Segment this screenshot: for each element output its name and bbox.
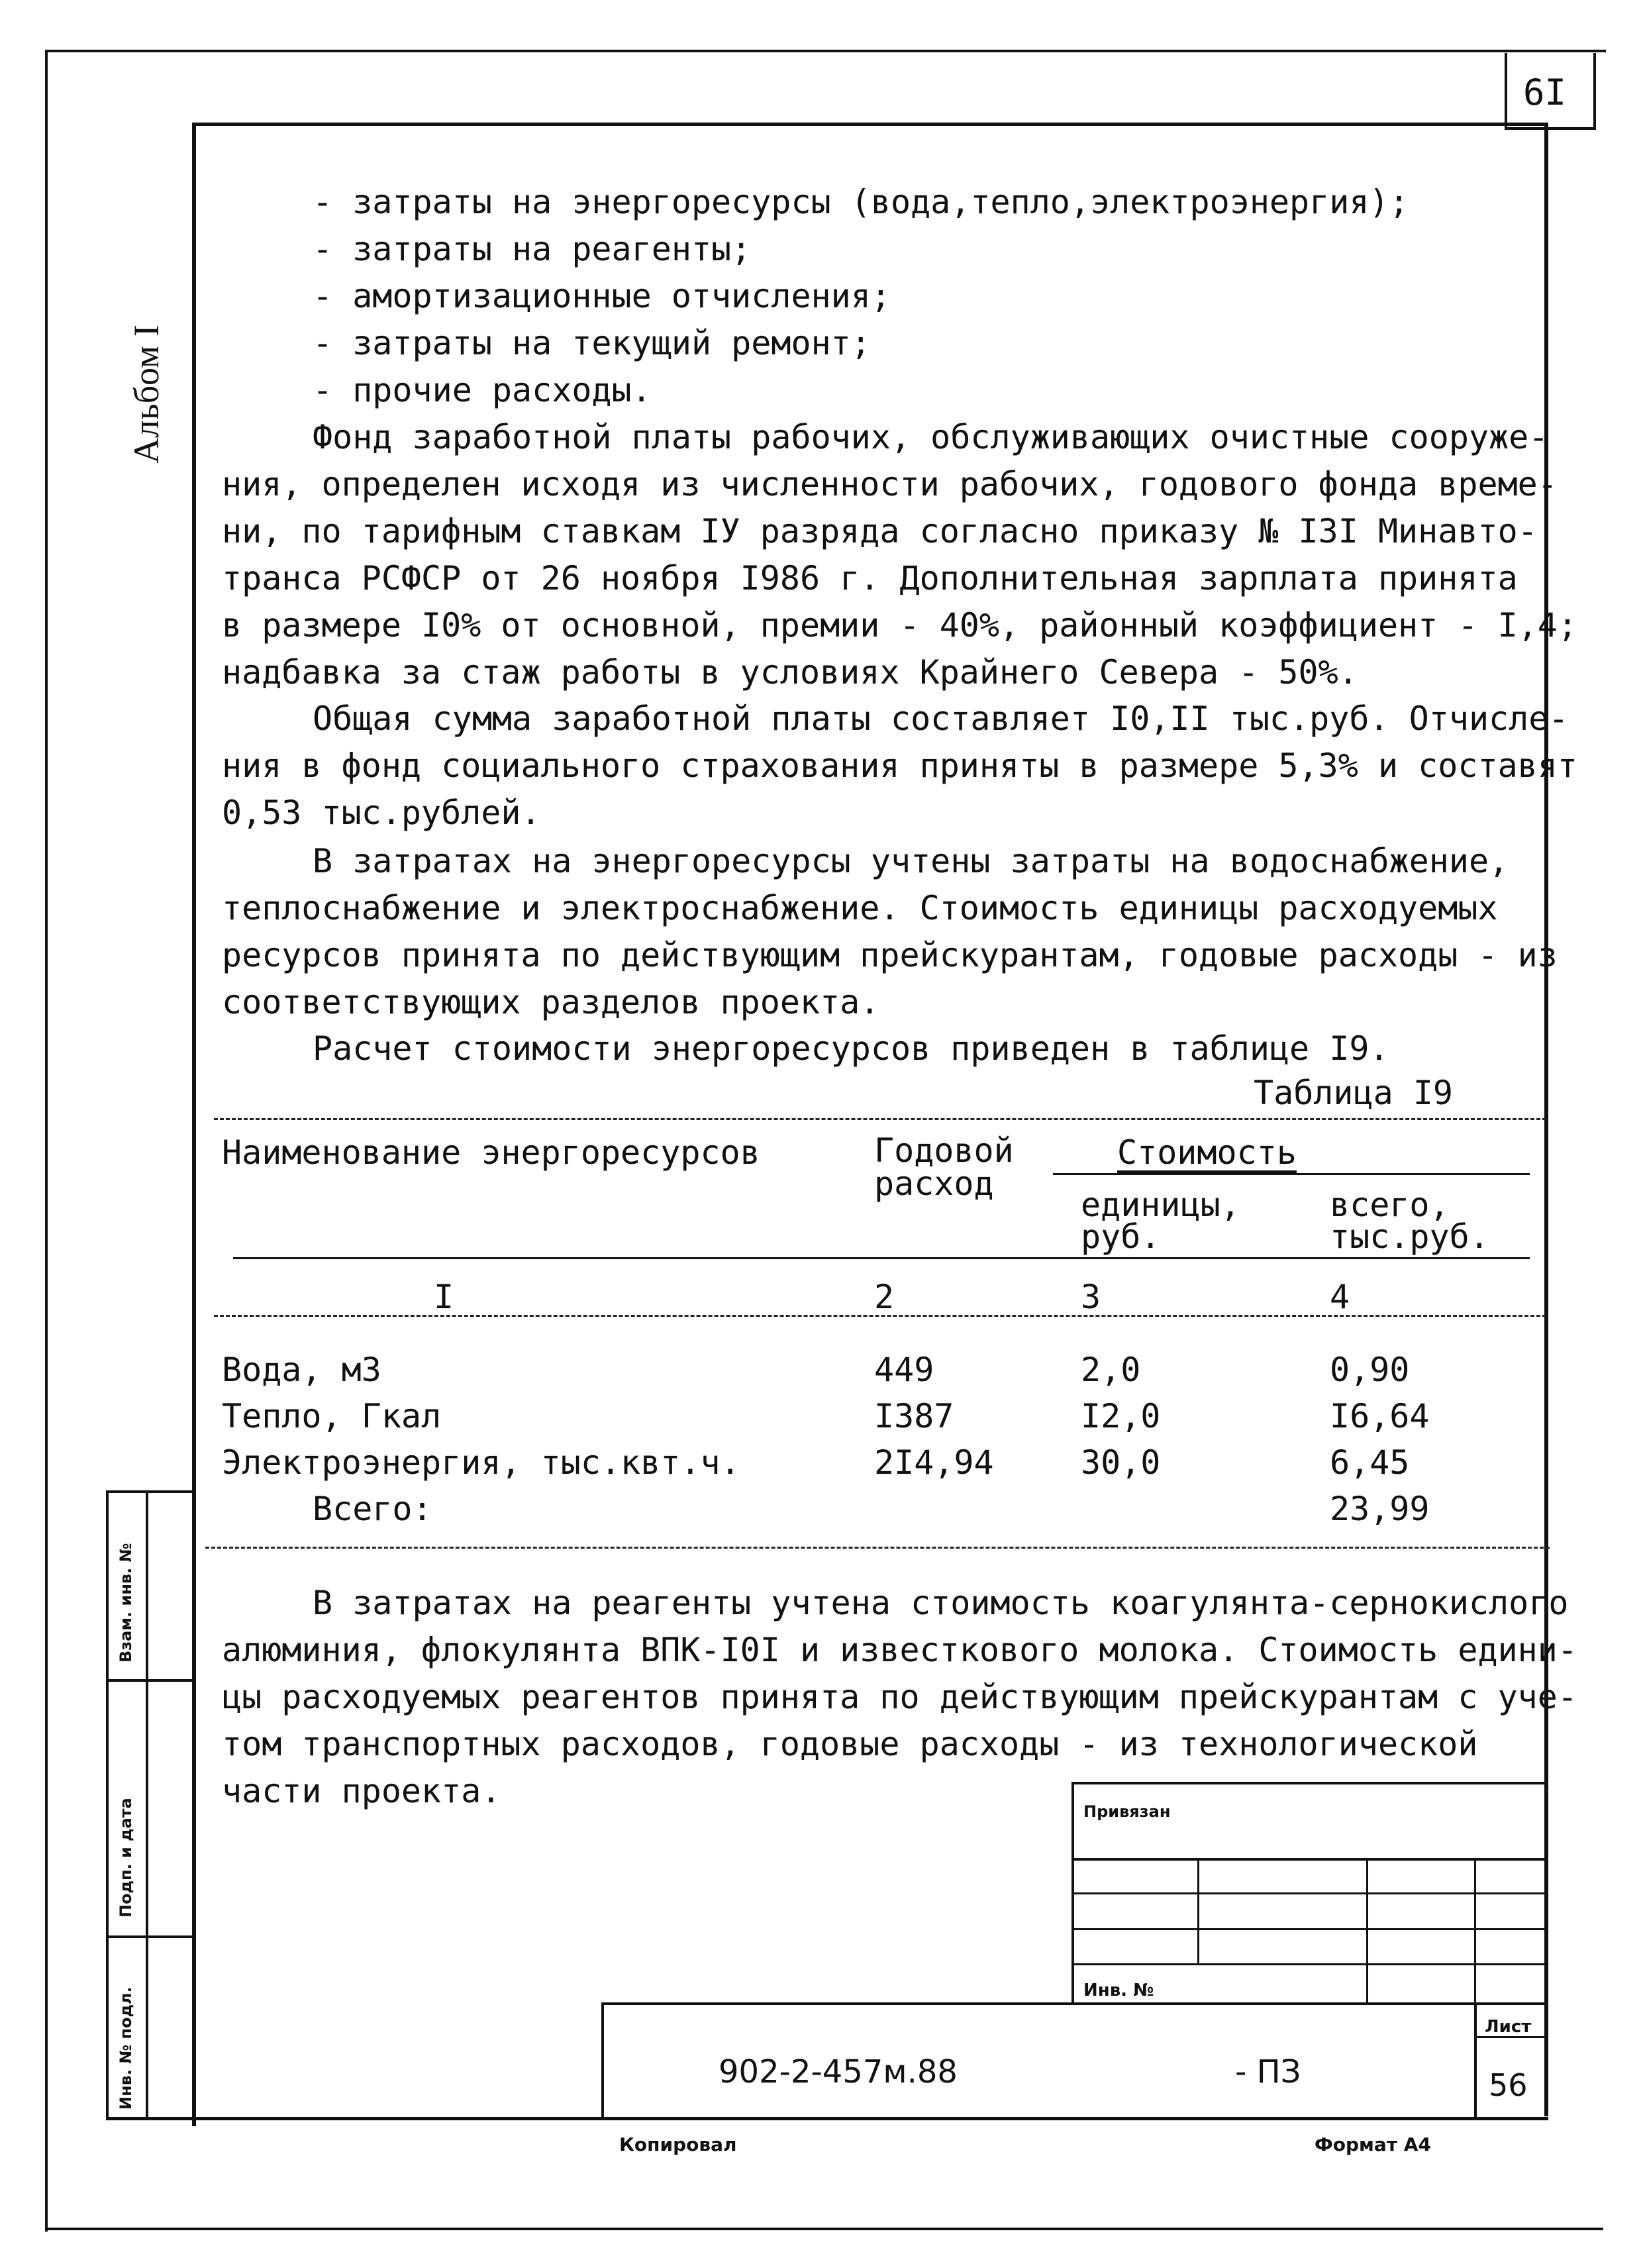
list-item: - затраты на энергоресурсы (вода,тепло,электроэнергия);: [313, 183, 1409, 221]
text-line: алюминия, флокулянта ВПК-I0I и известкового молока. Стоимость едини-: [222, 1631, 1577, 1669]
text-line: ния, определен исходя из численности рабочих, годового фонда време-: [222, 465, 1558, 503]
col-header-cost: Стоимость: [1117, 1133, 1297, 1172]
stamp-grid-col: [1197, 1858, 1199, 1964]
side-stamp-row2: [106, 1935, 192, 1938]
table-row-unit: 2,0: [1081, 1351, 1141, 1389]
table-row-name: Вода, м3: [222, 1351, 381, 1389]
table-caption: Таблица I9: [1254, 1074, 1454, 1112]
paragraph-calc: [313, 1025, 1389, 1072]
doc-code: 902-2-457м.88: [719, 2053, 958, 2090]
list-item: - затраты на реагенты;: [313, 230, 752, 268]
table-total-value: 23,99: [1330, 1490, 1430, 1528]
stamp-grid-row: [1071, 1928, 1544, 1930]
side-stamp-divider: [146, 1490, 148, 2117]
text-line: Общая сумма заработной платы составляет I0,II тыс.руб. Отчисле-: [313, 699, 1569, 738]
col-header-name: Наименование энергоресурсов: [222, 1133, 760, 1172]
stamp-privyazan: Привязан: [1083, 1802, 1171, 1821]
col-header-unit-line1: единицы,: [1081, 1186, 1240, 1224]
text-line: части проекта.: [222, 1772, 501, 1810]
paragraph-reagents: [222, 1580, 1577, 1815]
stamp-grid-row: [1071, 1963, 1544, 1965]
col-header-unit-line2: руб.: [1081, 1217, 1161, 1256]
list-item: - затраты на текущий ремонт;: [313, 324, 871, 362]
table-row-annual: 2I4,94: [874, 1443, 994, 1482]
text-line: Фонд заработной платы рабочих, обслуживающих очистные сооруже-: [313, 418, 1549, 456]
stamp-grid-row: [1071, 1892, 1544, 1894]
doc-suffix: - ПЗ: [1235, 2053, 1301, 2090]
table-row-name: Тепло, Гкал: [222, 1397, 442, 1435]
paragraph-total: [222, 696, 1577, 837]
side-stamp-row1: [106, 1679, 192, 1682]
col-number: 3: [1081, 1278, 1101, 1316]
stamp-grid-row: [1071, 1858, 1544, 1861]
side-stamp-podp: Подп. и дата: [117, 1798, 135, 1918]
header-bottom-rule: [233, 1257, 1530, 1259]
paragraph-energy: [222, 838, 1558, 1026]
col-number: 2: [874, 1278, 895, 1316]
outer-frame-bottom: [45, 2228, 1603, 2230]
stamp-grid-col: [1474, 1858, 1476, 2004]
col-header-unit: [1081, 1186, 1240, 1256]
text-line: В затратах на энергоресурсы учтены затраты на водоснабжение,: [313, 842, 1509, 880]
text-line: в размере I0% от основной, премии - 40%, районный коэффициент - I,4;: [222, 606, 1577, 644]
table-row-unit: I2,0: [1081, 1397, 1161, 1435]
stamp-grid-col: [1366, 1858, 1368, 2004]
table-bottom-rule: [205, 1547, 1550, 1549]
corner-number: 6I: [1523, 72, 1567, 113]
table-row-total: 0,90: [1330, 1351, 1410, 1389]
footer-format: Формат А4: [1315, 2134, 1431, 2155]
text-line: теплоснабжение и электроснабжение. Стоимость единицы расходуемых: [222, 889, 1498, 927]
text-line: ния в фонд социального страхования приняты в размере 5,3% и составят: [222, 747, 1577, 785]
table-row-annual: I387: [874, 1397, 954, 1435]
table-row-total: I6,64: [1330, 1397, 1430, 1435]
list-item: - амортизационные отчисления;: [313, 277, 891, 315]
col-header-total-line2: тыс.руб.: [1330, 1217, 1489, 1256]
text-line: транса РСФСР от 26 ноября I986 г. Дополнительная зарплата принята: [222, 559, 1518, 597]
intro-list: [313, 179, 1409, 414]
col-header-annual: [874, 1131, 1014, 1203]
stamp-inv-no: Инв. №: [1083, 1981, 1154, 2000]
table-total-label: Всего:: [313, 1490, 432, 1528]
col-number: 4: [1330, 1278, 1350, 1316]
col-header-total: [1330, 1186, 1489, 1256]
album-label: Альбом I: [126, 325, 166, 464]
text-line: соответствующих разделов проекта.: [222, 983, 880, 1021]
text-line: 0,53 тыс.рублей.: [222, 794, 541, 832]
stamp-sheet-divider: [1474, 2002, 1477, 2117]
sheet-number: 56: [1489, 2067, 1528, 2103]
text-line: надбавка за стаж работы в условиях Крайнего Севера - 50%.: [222, 653, 1358, 692]
sheet-label: Лист: [1485, 2017, 1532, 2037]
text-line: ни, по тарифным ставкам IУ разряда согласно приказу № I3I Минавто-: [222, 512, 1538, 550]
text-line: том транспортных расходов, годовые расходы - из технологической: [222, 1725, 1478, 1763]
table-row-annual: 449: [874, 1351, 934, 1389]
col-header-annual-line2: расход: [874, 1164, 994, 1203]
text-line: Расчет стоимости энергоресурсов приведен в таблице I9.: [313, 1029, 1389, 1068]
col-number: I: [434, 1278, 454, 1316]
col-header-annual-line1: Годовой: [874, 1131, 1014, 1170]
col-header-total-line1: всего,: [1330, 1186, 1450, 1224]
footer-copied: Копировал: [619, 2134, 737, 2155]
list-item: - прочие расходы.: [313, 371, 652, 409]
text-line: цы расходуемых реагентов принята по действующим прейскурантам с уче-: [222, 1678, 1577, 1716]
inner-frame-top: [192, 123, 1548, 126]
table-row-name: Электроэнергия, тыс.квт.ч.: [222, 1443, 740, 1482]
table-top-rule: [214, 1118, 1546, 1120]
side-stamp-inv-podl: Инв. № подл.: [117, 1986, 135, 2110]
table-row-total: 6,45: [1330, 1443, 1410, 1482]
cost-header-rule: [1053, 1173, 1530, 1175]
text-line: В затратах на реагенты учтена стоимость коагулянта-сернокислого: [313, 1584, 1569, 1622]
table-row-unit: 30,0: [1081, 1443, 1161, 1482]
side-stamp-vzam: Взам. инв. №: [117, 1543, 135, 1663]
text-line: ресурсов принята по действующим прейскурантам, годовые расходы - из: [222, 936, 1558, 974]
paragraph-wages: [222, 414, 1577, 696]
